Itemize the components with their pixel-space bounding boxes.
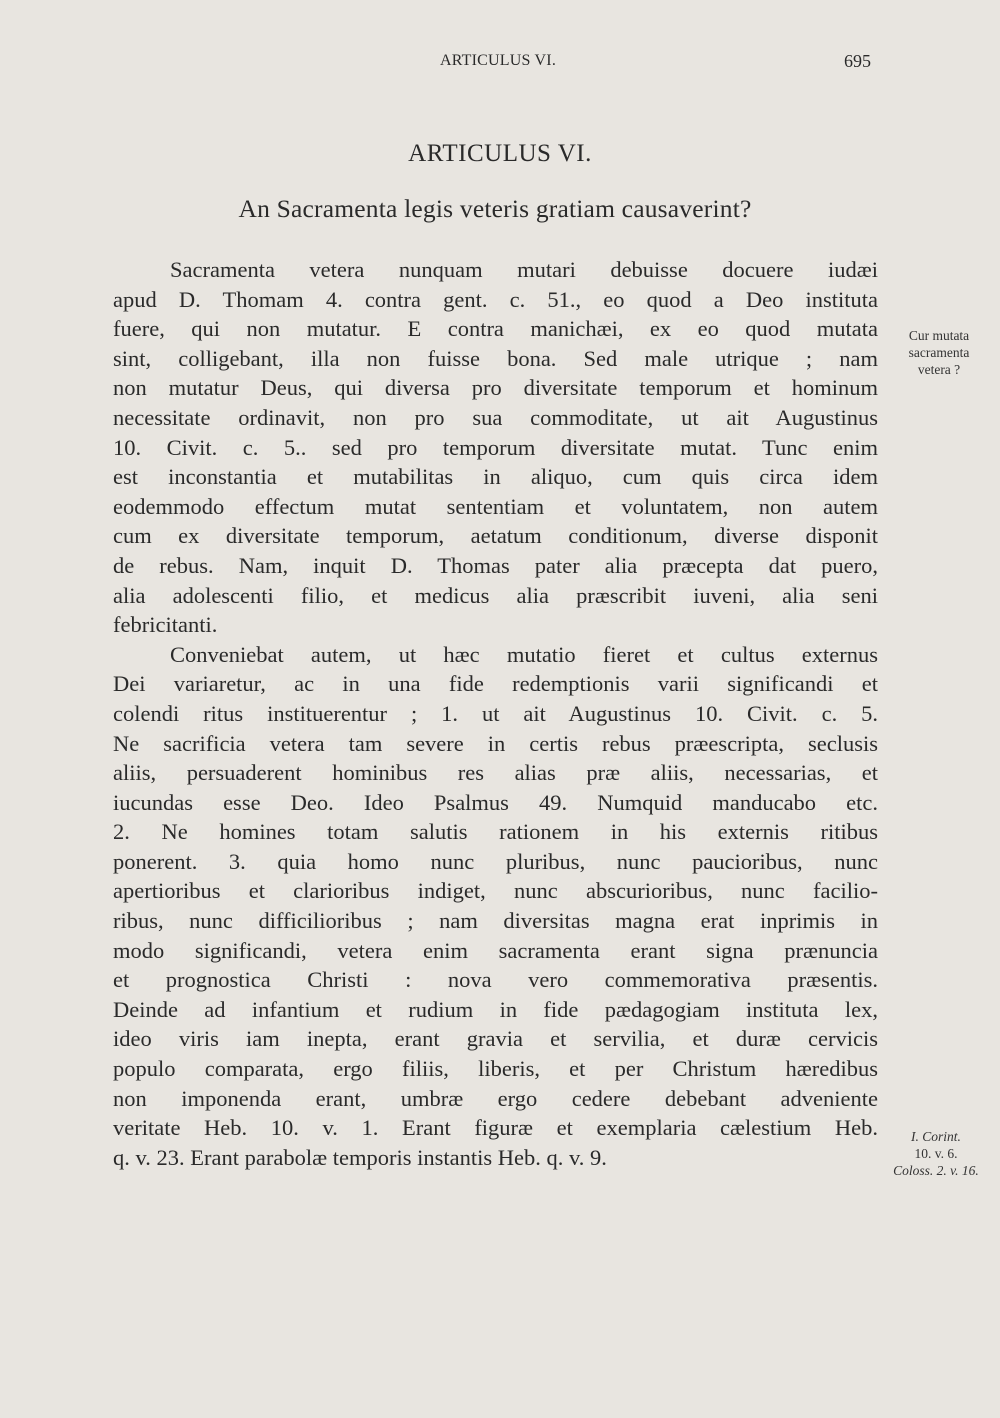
- text-line: Deinde ad infantium et rudium in fide pædagogiam instituta lex,: [113, 996, 878, 1022]
- text-line: ideo viris iam inepta, erant gravia et servilia, et duræ cervicis: [113, 1026, 878, 1052]
- text-line: populo comparata, ergo filiis, liberis, et per Christum hæredibus: [113, 1056, 878, 1082]
- text-line: Conveniebat autem, ut hæc mutatio fieret et cultus externus: [170, 641, 878, 667]
- running-header: ARTICULUS VI.: [440, 52, 557, 69]
- margin-note-line: sacramenta: [908, 345, 970, 360]
- text-line: fuere, qui non mutatur. E contra manichæi, ex eo quod mutata: [113, 316, 878, 342]
- text-line: ribus, nunc difficilioribus ; nam diversitas magna erat inprimis in: [113, 908, 878, 934]
- text-line: non mutatur Deus, qui diversa pro diversitate temporum et hominum: [113, 375, 878, 401]
- margin-note-line: 10. v. 6.: [914, 1146, 958, 1161]
- body-text: [113, 255, 878, 1172]
- text-line: q. v. 23. Erant parabolæ temporis instantis Heb. q. v. 9.: [113, 1144, 607, 1170]
- text-line: modo significandi, vetera enim sacramenta erant signa prænuncia: [113, 937, 878, 963]
- margin-note-cur-mutata: [884, 327, 994, 378]
- text-line: 10. Civit. c. 5.. sed pro temporum diversitate mutat. Tunc enim: [113, 434, 878, 460]
- text-line: Dei variaretur, ac in una fide redemptionis varii significandi et: [113, 671, 878, 697]
- text-line: est inconstantia et mutabilitas in aliquo, cum quis circa idem: [113, 464, 878, 490]
- text-line: iucundas esse Deo. Ideo Psalmus 49. Numquid manducabo etc.: [113, 789, 878, 815]
- text-line: veritate Heb. 10. v. 1. Erant figuræ et exemplaria cælestium Heb.: [113, 1115, 878, 1141]
- text-line: cum ex diversitate temporum, aetatum conditionum, diverse disponit: [113, 523, 878, 549]
- margin-note-references: [876, 1128, 996, 1179]
- text-line: aliis, persuaderent hominibus res alias præ aliis, necessarias, et: [113, 760, 878, 786]
- text-line: ponerent. 3. quia homo nunc pluribus, nunc paucioribus, nunc: [113, 848, 878, 874]
- margin-note-line: Cur mutata: [908, 328, 970, 343]
- text-line: febricitanti.: [113, 612, 218, 638]
- text-line: Ne sacrificia vetera tam severe in certis rebus præescripta, seclusis: [113, 730, 878, 756]
- margin-note-line: I. Corint.: [911, 1129, 961, 1144]
- article-title: ARTICULUS VI.: [408, 140, 592, 167]
- article-question: An Sacramenta legis veteris gratiam causaverint?: [238, 194, 752, 223]
- text-line: et prognostica Christi : nova vero commemorativa præsentis.: [113, 967, 878, 993]
- text-line: alia adolescenti filio, et medicus alia præscribit iuveni, alia seni: [113, 582, 878, 608]
- text-line: colendi ritus instituerentur ; 1. ut ait Augustinus 10. Civit. c. 5.: [113, 700, 878, 726]
- text-line: non imponenda erant, umbræ ergo cedere debebant adveniente: [113, 1085, 878, 1111]
- text-line: eodemmodo effectum mutat sententiam et voluntatem, non autem: [113, 493, 878, 519]
- text-line: sint, colligebant, illa non fuisse bona. Sed male utrique ; nam: [113, 345, 878, 371]
- text-line: 2. Ne homines totam salutis rationem in his externis ritibus: [113, 819, 878, 845]
- page-number: 695: [844, 51, 871, 71]
- text-line: necessitate ordinavit, non pro sua commoditate, ut ait Augustinus: [113, 404, 878, 430]
- margin-note-line: vetera ?: [917, 362, 961, 377]
- text-line: apertioribus et clarioribus indiget, nunc abscurioribus, nunc facilio-: [113, 878, 878, 904]
- text-line: apud D. Thomam 4. contra gent. c. 51., eo quod a Deo instituta: [113, 286, 878, 312]
- margin-note-line: Coloss. 2. v. 16.: [893, 1163, 979, 1178]
- text-line: de rebus. Nam, inquit D. Thomas pater alia præcepta dat puero,: [113, 552, 878, 578]
- text-line: Sacramenta vetera nunquam mutari debuisse docuere iudæi: [170, 257, 878, 282]
